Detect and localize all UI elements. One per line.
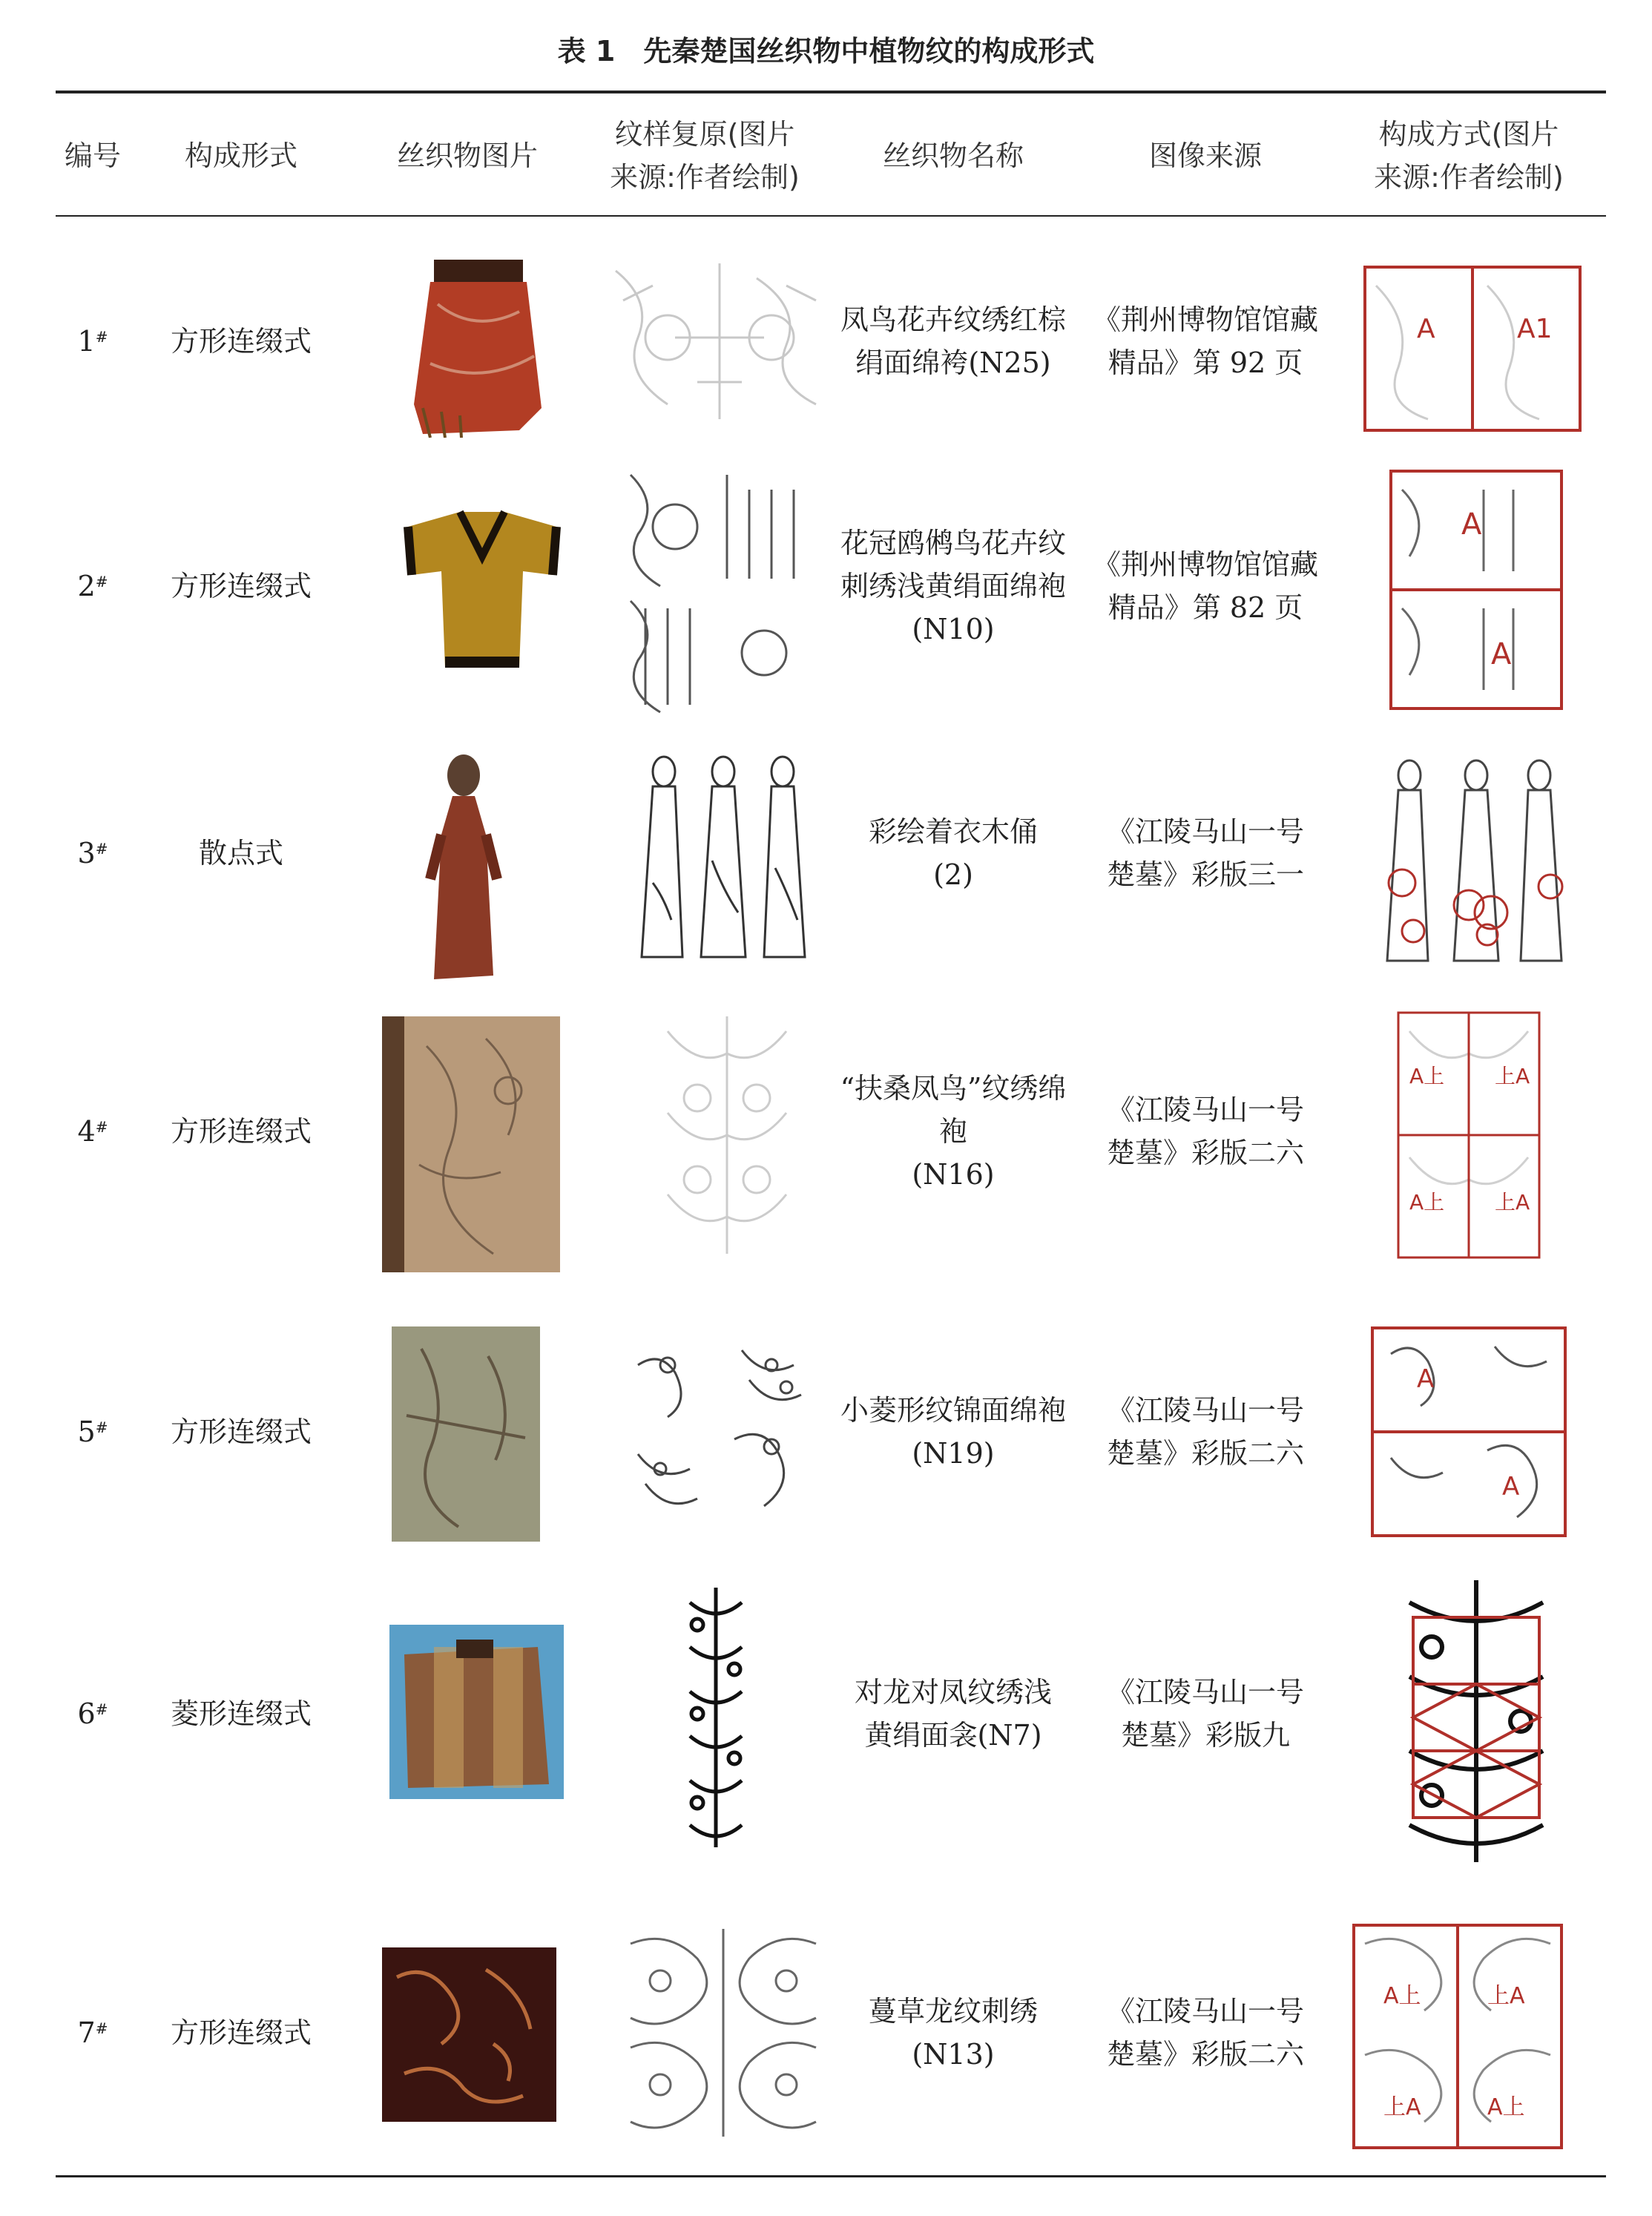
image-source: 《荆州博物馆馆藏 精品》第 82 页 <box>1092 548 1318 624</box>
composition-grid-icon <box>1361 263 1584 434</box>
row-form: 方形连缀式 <box>170 1416 312 1448</box>
composition-grid-icon <box>1387 467 1565 712</box>
table-row-3 <box>0 720 1652 987</box>
grid-label: 上A <box>1487 1983 1525 2009</box>
grid-label: A <box>1461 507 1482 542</box>
header-photo: 丝织物图片 <box>396 139 538 172</box>
row-form: 菱形连缀式 <box>170 1697 312 1730</box>
row-number: 7 # <box>77 2016 108 2049</box>
header-restore <box>582 111 827 200</box>
row-number: 4 # <box>77 1115 108 1148</box>
header-method-line1: 构成方式(图片 <box>1378 118 1559 151</box>
grid-label: A上 <box>1383 1983 1421 2009</box>
composition-grid-icon <box>1395 1009 1543 1261</box>
header-method <box>1332 111 1606 200</box>
pattern-drawing-icon <box>682 1580 749 1855</box>
image-source: 《江陵马山一号 楚墓》彩版二六 <box>1106 1394 1304 1470</box>
row-form: 散点式 <box>198 837 283 869</box>
header-rule <box>56 215 1606 217</box>
bottom-rule <box>56 2175 1606 2177</box>
composition-grid-icon <box>1369 753 1576 968</box>
image-source: 《江陵马山一号 楚墓》彩版三一 <box>1106 815 1304 891</box>
header-restore-line2: 来源:作者绘制) <box>610 161 800 194</box>
header-num: 编号 <box>64 139 121 172</box>
row-number: 1 # <box>77 325 108 358</box>
garment-photo-icon <box>389 1625 564 1799</box>
composition-grid-icon <box>1369 1324 1569 1539</box>
garment-photo-icon <box>408 260 549 438</box>
image-source: 《荆州博物馆馆藏 精品》第 92 页 <box>1092 303 1318 379</box>
grid-label: A1 <box>1517 314 1553 344</box>
row-number: 2 # <box>77 570 108 602</box>
table-title: 表 1 先秦楚国丝织物中植物纹的构成形式 <box>557 35 1095 68</box>
table-row-5 <box>0 1306 1652 1558</box>
row-number: 5 # <box>77 1416 108 1448</box>
image-source: 《江陵马山一号 楚墓》彩版二六 <box>1106 1995 1304 2071</box>
header-source: 图像来源 <box>1148 139 1262 172</box>
table-row-6 <box>0 1558 1652 1870</box>
image-source: 《江陵马山一号 楚墓》彩版二六 <box>1106 1094 1304 1169</box>
fabric-name: 蔓草龙纹刺绣 (N13) <box>868 1995 1038 2071</box>
row-form: 方形连缀式 <box>170 2016 312 2049</box>
row-form: 方形连缀式 <box>170 325 312 358</box>
fabric-name: 小菱形纹锦面绵袍 (N19) <box>840 1394 1066 1470</box>
header-method-line2: 来源:作者绘制) <box>1374 161 1564 194</box>
grid-label: A <box>1491 637 1512 671</box>
grid-label: A上 <box>1409 1190 1445 1214</box>
pattern-drawing-icon <box>653 1009 801 1261</box>
grid-label: A <box>1417 314 1435 344</box>
top-rule <box>56 91 1606 93</box>
row-form: 方形连缀式 <box>170 1115 312 1148</box>
table-row-7 <box>0 1899 1652 2166</box>
composition-grid-icon <box>1350 1921 1565 2151</box>
header-name: 丝织物名称 <box>882 139 1024 172</box>
pattern-drawing-icon <box>623 1335 816 1528</box>
fabric-name: 花冠鸥鸺鸟花卉纹 刺绣浅黄绢面绵袍 (N10) <box>840 527 1066 645</box>
grid-label: A <box>1417 1364 1435 1394</box>
composition-grid-icon <box>1395 1573 1558 1870</box>
garment-photo-icon <box>401 504 564 675</box>
table-row-1 <box>0 230 1652 453</box>
header-form: 构成形式 <box>184 139 297 172</box>
garment-photo-icon <box>382 1947 556 2122</box>
grid-label: 上A <box>1495 1190 1530 1214</box>
pattern-drawing-icon <box>616 1921 831 2144</box>
garment-photo-icon <box>382 1016 560 1272</box>
table-row-4 <box>0 987 1652 1276</box>
row-form: 方形连缀式 <box>170 570 312 602</box>
garment-photo-icon <box>392 1326 540 1542</box>
header-restore-line1: 纹样复原(图片 <box>614 118 795 151</box>
pattern-drawing-icon <box>608 256 831 427</box>
row-number: 3 # <box>77 837 108 869</box>
row-number: 6 # <box>77 1697 108 1730</box>
fabric-name: 彩绘着衣木俑 (2) <box>868 815 1038 891</box>
fabric-name: “扶桑凤鸟”纹绣绵袍 (N16) <box>840 1072 1067 1191</box>
image-source: 《江陵马山一号 楚墓》彩版九 <box>1106 1676 1304 1752</box>
grid-label: 上A <box>1495 1064 1530 1088</box>
fabric-name: 凤鸟花卉纹绣红棕 绢面绵袴(N25) <box>840 303 1066 379</box>
grid-label: A上 <box>1487 2094 1525 2120</box>
grid-label: A <box>1502 1472 1520 1502</box>
pattern-drawing-icon <box>616 460 831 720</box>
pattern-drawing-icon <box>631 749 816 964</box>
grid-label: 上A <box>1383 2094 1421 2120</box>
garment-photo-icon <box>412 753 516 987</box>
table-row-2 <box>0 453 1652 720</box>
grid-label: A上 <box>1409 1064 1445 1088</box>
fabric-name: 对龙对凤纹绣浅 黄绢面衾(N7) <box>854 1676 1052 1752</box>
